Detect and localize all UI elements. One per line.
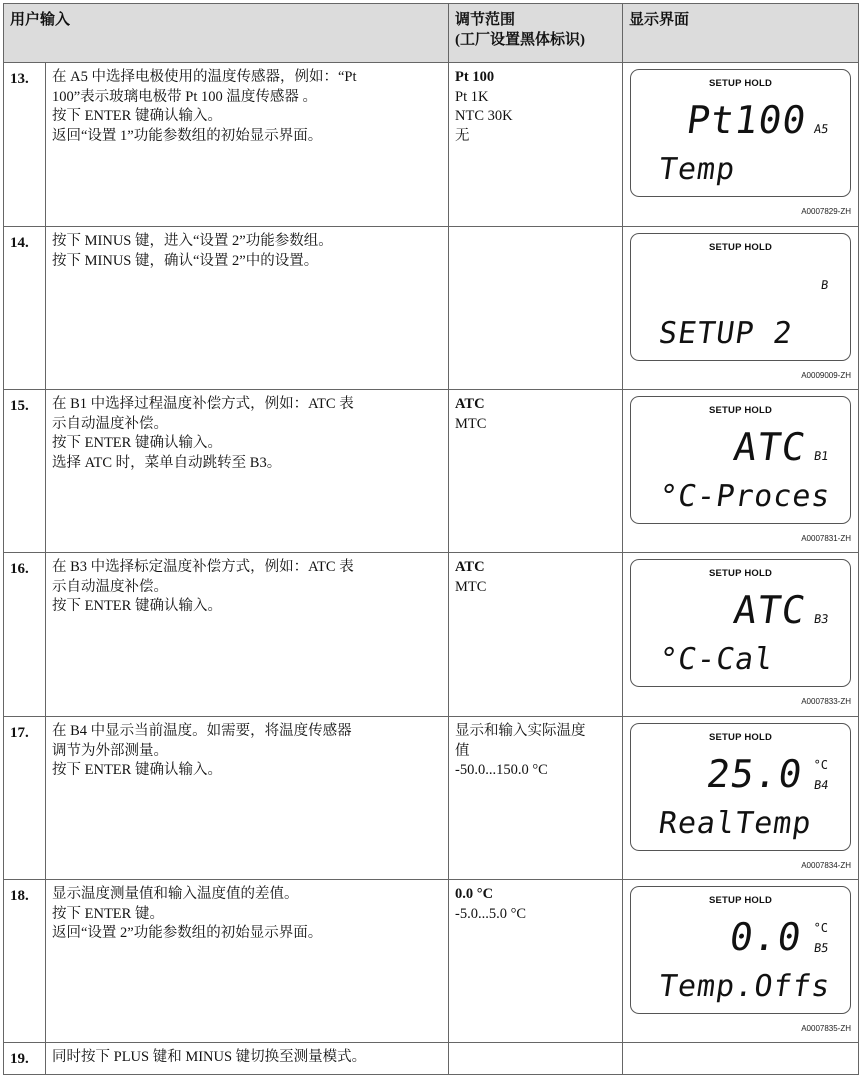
lcd-menu-code: B bbox=[819, 278, 829, 292]
range-option: 无 bbox=[455, 127, 470, 144]
figure-code: A0007834-ZH bbox=[801, 861, 852, 870]
table-row bbox=[4, 227, 859, 390]
instruction-line: 在 B3 中选择标定温度补偿方式，例如：ATC 表 bbox=[52, 559, 354, 575]
lcd-menu-code: B5 bbox=[812, 941, 829, 955]
display-screen-cell bbox=[623, 1043, 859, 1075]
header-user-input: 用户输入 bbox=[4, 4, 449, 63]
factory-default-value: ATC bbox=[455, 559, 485, 575]
display-screen-cell bbox=[623, 227, 859, 390]
instruction-line: 显示温度测量值和输入温度值的差值。 bbox=[52, 886, 299, 902]
figure-code: A0007831-ZH bbox=[801, 534, 852, 543]
instruction-line: 按下 ENTER 键确认输入。 bbox=[52, 598, 222, 614]
step-number: 18. bbox=[4, 880, 46, 1043]
instruction-line: 100”表示玻璃电极带 Pt 100 温度传感器 。 bbox=[52, 88, 318, 105]
step-number: 15. bbox=[4, 390, 46, 553]
lcd-status-indicator: SETUP HOLD bbox=[708, 405, 773, 416]
header-range-note: (工厂设置黑体标识) bbox=[455, 32, 586, 48]
figure-code: A0007833-ZH bbox=[801, 697, 852, 706]
step-number: 16. bbox=[4, 553, 46, 717]
step-number: 19. bbox=[4, 1043, 46, 1075]
lcd-status-indicator: SETUP HOLD bbox=[708, 78, 773, 89]
display-screen-cell bbox=[623, 553, 859, 717]
instruction-line: 选择 ATC 时，菜单自动跳转至 B3。 bbox=[52, 454, 282, 471]
range-option: 值 bbox=[455, 742, 470, 759]
factory-default-value: 0.0 °C bbox=[455, 886, 494, 902]
header-range bbox=[449, 4, 623, 63]
lcd-parameter-text: Temp bbox=[656, 152, 738, 187]
range-option: MTC bbox=[455, 578, 487, 595]
lcd-menu-code: B1 bbox=[812, 449, 829, 463]
step-instruction bbox=[46, 717, 449, 880]
lcd-display bbox=[630, 396, 851, 524]
settings-table bbox=[3, 3, 859, 1075]
display-screen-cell bbox=[623, 717, 859, 880]
step-instruction bbox=[46, 390, 449, 553]
instruction-line: 按下 MINUS 键，进入“设置 2”功能参数组。 bbox=[52, 233, 333, 249]
table-row bbox=[4, 880, 859, 1043]
range-option: 显示和输入实际温度 bbox=[455, 723, 586, 739]
step-instruction bbox=[46, 227, 449, 390]
lcd-parameter-text: RealTemp bbox=[656, 806, 814, 841]
range-option: -5.0...5.0 °C bbox=[455, 905, 527, 922]
step-number: 14. bbox=[4, 227, 46, 390]
range-option: MTC bbox=[455, 415, 487, 432]
instruction-line: 在 B4 中显示当前温度。如需要，将温度传感器 bbox=[52, 723, 352, 739]
lcd-main-value: 0.0 bbox=[727, 915, 806, 959]
adjustment-range bbox=[449, 717, 623, 880]
lcd-main-value: ATC bbox=[731, 425, 810, 469]
lcd-status-indicator: SETUP HOLD bbox=[708, 242, 773, 253]
table-row bbox=[4, 390, 859, 553]
lcd-parameter-text: SETUP 2 bbox=[656, 316, 795, 351]
step-instruction bbox=[46, 63, 449, 227]
step-number: 13. bbox=[4, 63, 46, 227]
lcd-display bbox=[630, 69, 851, 197]
adjustment-range bbox=[449, 1043, 623, 1075]
instruction-line: 示自动温度补偿。 bbox=[52, 415, 168, 432]
lcd-parameter-text: °C-Cal bbox=[656, 642, 776, 677]
display-screen-cell bbox=[623, 880, 859, 1043]
range-option: NTC 30K bbox=[455, 108, 513, 124]
lcd-parameter-text: Temp.Offs bbox=[656, 969, 834, 1004]
table-row bbox=[4, 63, 859, 227]
lcd-main-value: Pt100 bbox=[683, 98, 810, 142]
instruction-line: 返回“设置 2”功能参数组的初始显示界面。 bbox=[52, 925, 323, 941]
instruction-line: 在 B1 中选择过程温度补偿方式，例如：ATC 表 bbox=[52, 396, 354, 412]
step-number: 17. bbox=[4, 717, 46, 880]
table-row bbox=[4, 553, 859, 717]
instruction-line: 按下 ENTER 键确认输入。 bbox=[52, 108, 222, 124]
header-range-title: 调节范围 bbox=[455, 12, 516, 28]
lcd-display bbox=[630, 886, 851, 1014]
lcd-menu-code: A5 bbox=[812, 122, 829, 136]
instruction-line: 在 A5 中选择电极使用的温度传感器，例如：“Pt bbox=[52, 69, 357, 85]
factory-default-value: Pt 100 bbox=[455, 69, 495, 85]
table-row bbox=[4, 1043, 859, 1075]
range-option: -50.0...150.0 °C bbox=[455, 762, 548, 778]
figure-code: A0009009-ZH bbox=[801, 371, 852, 380]
instruction-line: 同时按下 PLUS 键和 MINUS 键切换至测量模式。 bbox=[52, 1049, 367, 1065]
lcd-status-indicator: SETUP HOLD bbox=[708, 732, 773, 743]
lcd-display bbox=[630, 559, 851, 687]
lcd-status-indicator: SETUP HOLD bbox=[708, 568, 773, 579]
lcd-display bbox=[630, 233, 851, 361]
table-row bbox=[4, 717, 859, 880]
step-instruction bbox=[46, 880, 449, 1043]
lcd-display bbox=[630, 723, 851, 851]
figure-code: A0007835-ZH bbox=[801, 1024, 852, 1033]
lcd-menu-code: B4 bbox=[812, 778, 829, 792]
instruction-line: 示自动温度补偿。 bbox=[52, 578, 168, 595]
lcd-main-value: ATC bbox=[731, 588, 810, 632]
lcd-menu-code: B3 bbox=[812, 612, 829, 626]
instruction-line: 调节为外部测量。 bbox=[52, 742, 168, 759]
adjustment-range bbox=[449, 390, 623, 553]
header-display: 显示界面 bbox=[623, 4, 859, 63]
factory-default-value: ATC bbox=[455, 396, 485, 412]
lcd-main-value: 25.0 bbox=[703, 752, 806, 796]
step-instruction bbox=[46, 1043, 449, 1075]
display-screen-cell bbox=[623, 390, 859, 553]
figure-code: A0007829-ZH bbox=[801, 207, 852, 216]
display-screen-cell bbox=[623, 63, 859, 227]
instruction-line: 按下 MINUS 键，确认“设置 2”中的设置。 bbox=[52, 252, 319, 269]
adjustment-range bbox=[449, 227, 623, 390]
instruction-line: 按下 ENTER 键确认输入。 bbox=[52, 762, 222, 778]
table-header-row bbox=[4, 4, 859, 63]
adjustment-range bbox=[449, 63, 623, 227]
lcd-unit: °C bbox=[813, 921, 829, 935]
lcd-status-indicator: SETUP HOLD bbox=[708, 895, 773, 906]
lcd-parameter-text: °C-Proces bbox=[656, 479, 834, 514]
instruction-line: 按下 ENTER 键确认输入。 bbox=[52, 435, 222, 451]
instruction-line: 按下 ENTER 键。 bbox=[52, 905, 164, 922]
adjustment-range bbox=[449, 553, 623, 717]
adjustment-range bbox=[449, 880, 623, 1043]
range-option: Pt 1K bbox=[455, 88, 489, 105]
step-instruction bbox=[46, 553, 449, 717]
lcd-unit: °C bbox=[813, 758, 829, 772]
instruction-line: 返回“设置 1”功能参数组的初始显示界面。 bbox=[52, 127, 323, 144]
